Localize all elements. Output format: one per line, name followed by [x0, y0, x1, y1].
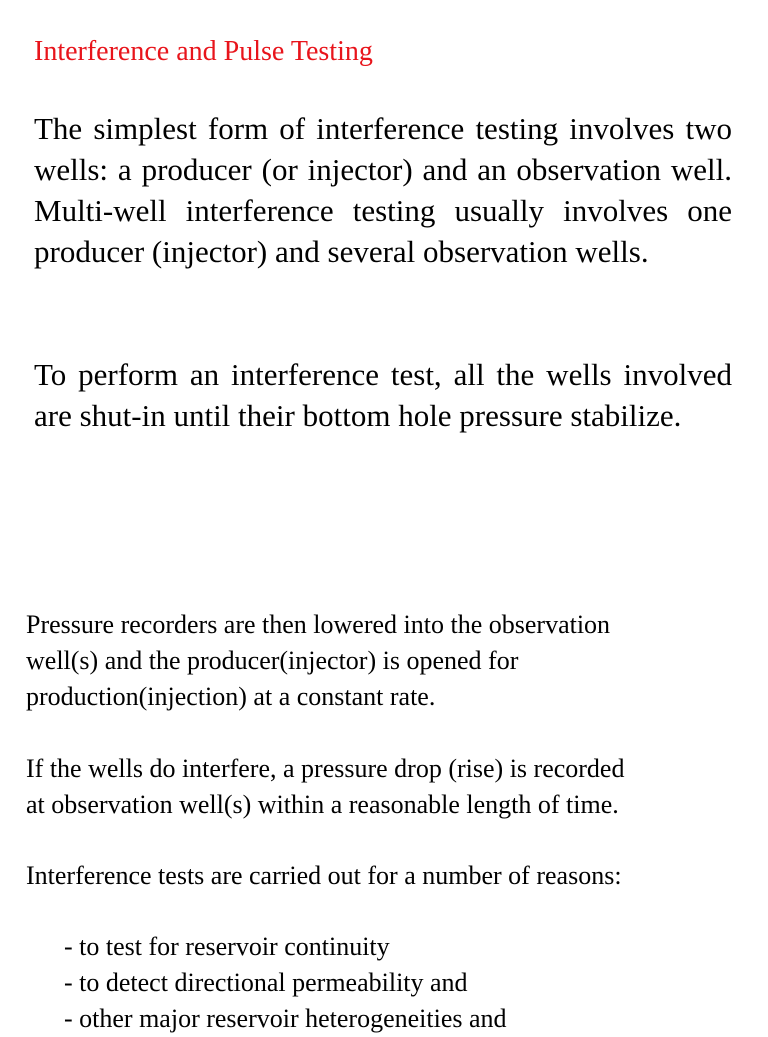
- paragraph-line: Pressure recorders are then lowered into the observation: [26, 610, 611, 639]
- paragraph-line: production(injection) at a constant rate.: [26, 682, 436, 711]
- pressure-recorders-paragraph: [26, 607, 746, 715]
- reasons-intro-paragraph: Interference tests are carried out for a number of reasons:: [26, 861, 622, 890]
- paragraph-line: If the wells do interfere, a pressure drop (rise) is recorded: [26, 754, 625, 783]
- intro-paragraph: The simplest form of interference testing involves two wells: a producer (or injector) and an observation well. Multi-well interference testing usually involves one producer (injector) and several observation wells.: [34, 111, 732, 269]
- list-item: - other major reservoir heterogeneities and: [64, 1004, 507, 1033]
- list-item: - to test for reservoir continuity: [64, 932, 390, 961]
- paragraph-line: well(s) and the producer(injector) is opened for: [26, 646, 519, 675]
- reasons-list: [64, 929, 507, 1037]
- list-item: - to detect directional permeability and: [64, 968, 468, 997]
- paragraph-line: at observation well(s) within a reasonable length of time.: [26, 790, 619, 819]
- slide-title: Interference and Pulse Testing: [34, 36, 373, 67]
- interfere-paragraph: [26, 751, 746, 823]
- procedure-paragraph: To perform an interference test, all the wells involved are shut-in until their bottom hole pressure stabilize.: [34, 357, 732, 433]
